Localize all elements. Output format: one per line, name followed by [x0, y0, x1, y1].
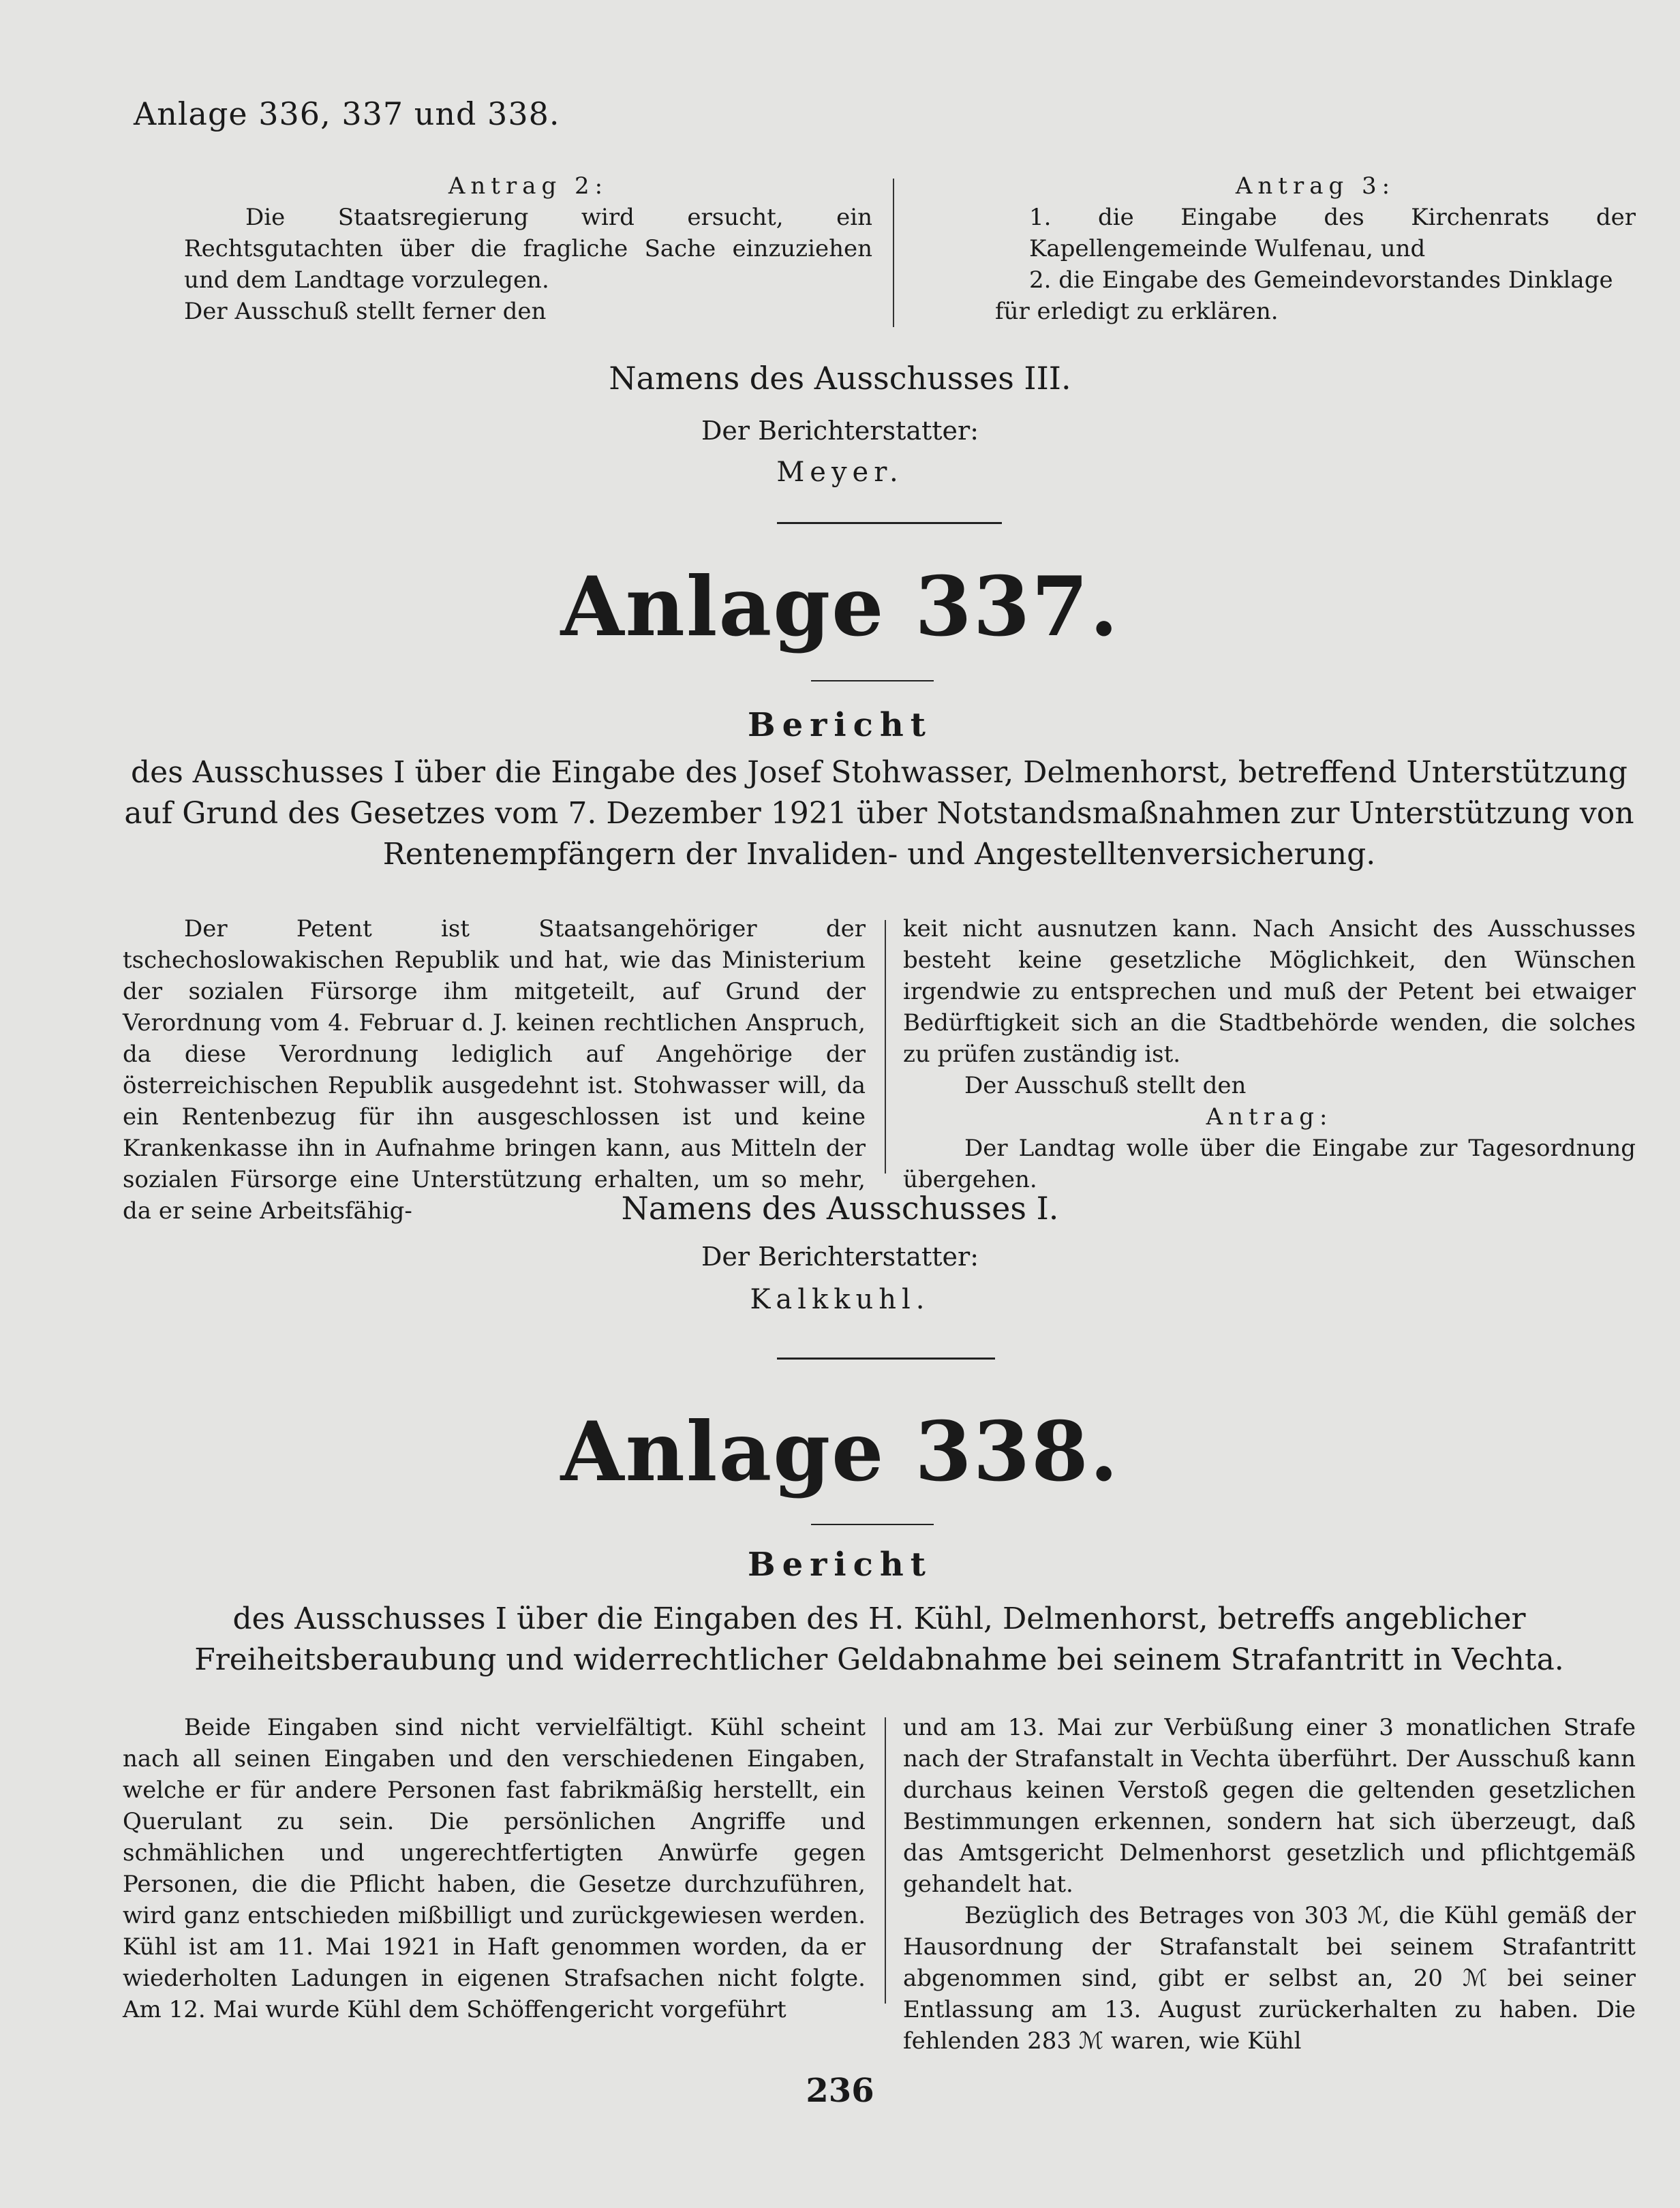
running-head: Anlage 336, 337 und 338.: [134, 95, 560, 132]
committee-continuation: Der Ausschuß stellt den: [964, 1072, 1247, 1099]
antrag3-closing: für erledigt zu erklären.: [995, 298, 1279, 325]
report-subject: des Ausschusses I über die Eingaben des H. Kühl, Delmenhorst, betreffs angeblicher Freiheitsberaubung und widerrechtlicher Geldabnahme bei seinem Strafantritt in Vechta.: [194, 1601, 1564, 1677]
antrag2-label: Antrag 2:: [448, 172, 609, 200]
signature-role: Der Berichterstatter:: [701, 416, 979, 446]
antrag2-text: Die Staatsregierung wird ersucht, ein Rechtsgutachten über die fragliche Sache einzuziehen und dem Landtage vorzulegen.: [184, 204, 872, 294]
signature-name: Meyer.: [776, 457, 904, 488]
bericht-heading: Bericht: [748, 706, 932, 744]
antrag2-column: [184, 170, 872, 327]
report-left-text: Der Petent ist Staatsangehöriger der tschechoslowakischen Republik und hat, wie das Ministerium der sozialen Fürsorge ihm mitgeteilt, auf Grund der Verordnung vom 4. Februar d. J. keinen rechtlichen Anspruch, da diese Verordnung lediglich auf Angehörige der österreichischen Republik ausgedehnt ist. Stohwasser will, da ein Rentenbezug für ihn ausgeschlossen ist und keine Krankenkasse ihn in Aufnahme bringen kann, aus Mitteln der sozialen Fürsorge eine Unterstützung erhalten, um so mehr, da er seine Arbeitsfähig-: [123, 915, 866, 1225]
report-right-column: [903, 1712, 1636, 2057]
column-divider: [893, 179, 894, 327]
report-right-text: Bezüglich des Betrages von 303 ℳ, die Kühl gemäß der Hausordnung der Strafanstalt bei seinem Strafantritt abgenommen sind, gibt er selbst an, 20 ℳ bei seiner Entlassung am 13. August zurückerhalten zu haben. Die fehlenden 283 ℳ waren, wie Kühl: [903, 1902, 1636, 2055]
title-underline: [811, 1524, 934, 1525]
column-divider: [885, 1717, 886, 2004]
antrag3-item-2: 2. die Eingabe des Gemeindevorstandes Dinklage: [1029, 266, 1613, 294]
antrag3-label: Antrag 3:: [1235, 172, 1396, 200]
signature-name: Kalkkuhl.: [750, 1284, 930, 1315]
page-number: 236: [806, 2072, 874, 2110]
signature-committee: Namens des Ausschusses III.: [609, 360, 1071, 397]
signature-committee: Namens des Ausschusses I.: [621, 1190, 1059, 1227]
antrag-label: Antrag:: [1206, 1103, 1333, 1131]
title-underline: [811, 680, 934, 681]
report-left-column: [123, 1712, 866, 2025]
committee-continuation: Der Ausschuß stellt ferner den: [184, 298, 547, 325]
report-right-text: und am 13. Mai zur Verbüßung einer 3 monatlichen Strafe nach der Strafanstalt in Vechta überführt. Der Ausschuß kann durchaus keinen Verstoß gegen die geltenden gesetzlichen Bestimmungen erkennen, sondern hat sich überzeugt, daß das Amtsgericht Delmenhorst gesetzlich und pflichtgemäß gehandelt hat.: [903, 1714, 1636, 1898]
signature-role: Der Berichterstatter:: [701, 1242, 979, 1272]
antrag-text: Der Landtag wolle über die Eingabe zur Tagesordnung übergehen.: [903, 1135, 1636, 1193]
report-right-column: [903, 913, 1636, 1195]
report-subject: des Ausschusses I über die Eingabe des Josef Stohwasser, Delmenhorst, betreffend Unterstützung auf Grund des Gesetzes vom 7. Dezember 1921 über Notstandsmaßnahmen zur Unterstützung von Rentenempfängern der Invaliden- und Angestelltenversicherung.: [124, 755, 1634, 872]
report-left-text: Beide Eingaben sind nicht vervielfältigt. Kühl scheint nach all seinen Eingaben und den verschiedenen Eingaben, welche er für andere Personen fast fabrikmäßig herstellt, ein Querulant zu sein. Die persönlichen Angriffe und schmählichen und ungerechtfertigten Anwürfe gegen Personen, die die Pflicht haben, die Gesetze durchzuführen, wird ganz entschieden mißbilligt und zurückgewiesen werden. Kühl ist am 11. Mai 1921 in Haft genommen worden, da er wiederholten Ladungen in eigenen Strafsachen nicht folgte. Am 12. Mai wurde Kühl dem Schöffengericht vorgeführt: [123, 1714, 866, 2023]
section-divider: [777, 1358, 995, 1360]
antrag3-column: [995, 170, 1636, 327]
bericht-heading: Bericht: [748, 1546, 932, 1584]
section-divider: [777, 522, 1002, 524]
column-divider: [885, 920, 886, 1174]
report-right-text: keit nicht ausnutzen kann. Nach Ansicht des Ausschusses besteht keine gesetzliche Möglichkeit, den Wünschen irgendwie zu entsprechen und muß der Petent bei etwaiger Bedürftigkeit sich an die Stadtbehörde wenden, die solches zu prüfen zuständig ist.: [903, 915, 1636, 1068]
anlage-337-title: Anlage 337.: [560, 559, 1120, 655]
antrag3-item-1: 1. die Eingabe des Kirchenrats der Kapellengemeinde Wulfenau, und: [1029, 204, 1636, 262]
anlage-338-title: Anlage 338.: [560, 1404, 1120, 1500]
report-left-column: [123, 913, 866, 1227]
